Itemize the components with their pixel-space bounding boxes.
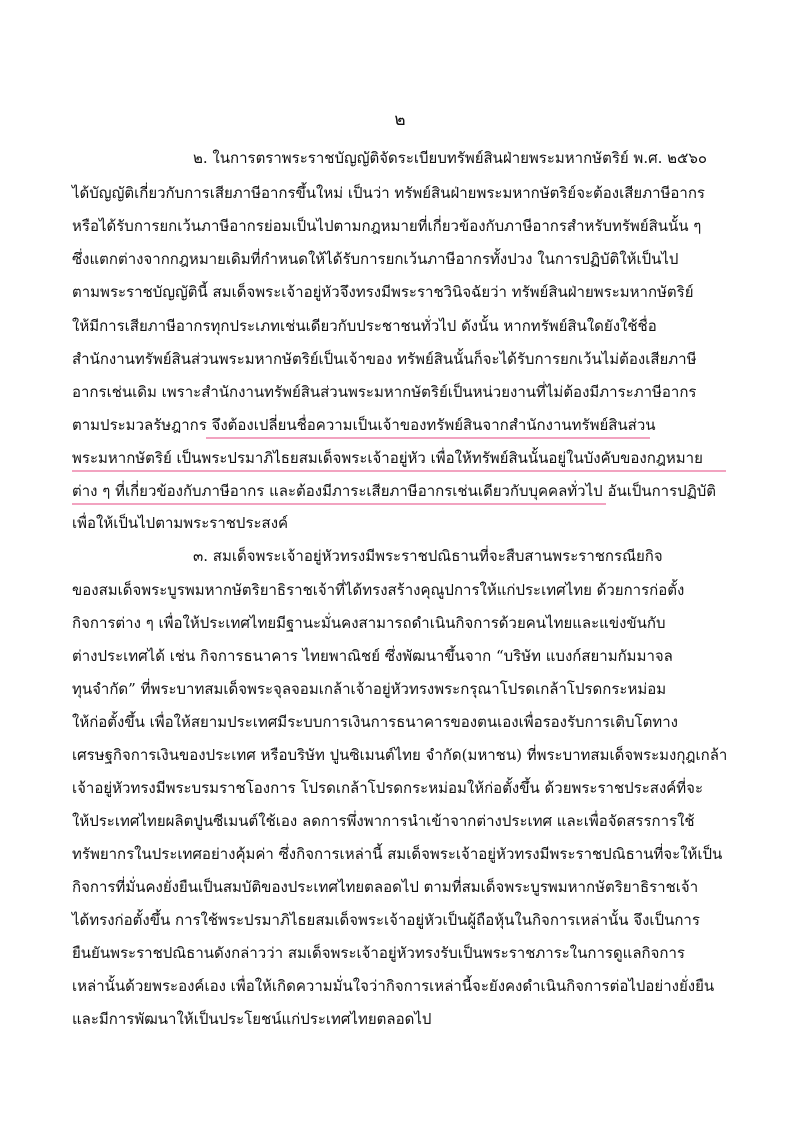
paragraph-2-line-5 bbox=[72, 282, 694, 304]
text-segment: ได้ทรงก่อตั้งขึ้น การใช้พระปรมาภิไธยสมเด็จพระเจ้าอยู่หัวเป็นผู้ถือหุ้นในกิจการเหล่านั้น จึงเป็นการ bbox=[72, 911, 700, 929]
highlighted-text-segment: จึงต้องเปลี่ยนชื่อความเป็นเจ้าของทรัพย์สินจากสำนักงานทรัพย์สินส่วน bbox=[211, 416, 656, 434]
paragraph-2-line-8 bbox=[72, 382, 696, 404]
page-number: ๒ bbox=[394, 110, 406, 130]
paragraph-3-line-10 bbox=[72, 844, 722, 866]
text-segment: ๓. สมเด็จพระเจ้าอยู่หัวทรงมีพระราชปณิธานที่จะสืบสานพระราชกรณียกิจ bbox=[193, 547, 663, 565]
text-segment: ให้ก่อตั้งขึ้น เพื่อให้สยามประเทศมีระบบการเงินการธนาคารของตนเองเพื่อรองรับการเติบโตทาง bbox=[72, 713, 678, 731]
text-segment: กิจการที่มั่นคงยั่งยืนเป็นสมบัติของประเทศไทยตลอดไป ตามที่สมเด็จพระบูรพมหากษัตริยาธิราชเจ้า bbox=[72, 878, 699, 896]
paragraph-3-line-8 bbox=[72, 778, 703, 800]
text-segment: ตามพระราชบัญญัตินี้ สมเด็จพระเจ้าอยู่หัวจึงทรงมีพระราชวินิจฉัยว่า ทรัพย์สินฝ่ายพระมหากษัตริย์ bbox=[72, 283, 694, 301]
paragraph-3-line-12 bbox=[72, 910, 700, 932]
text-segment: ๒. ในการตราพระราชบัญญัติจัดระเบียบทรัพย์สินฝ่ายพระมหากษัตริย์ พ.ศ. ๒๕๖๐ bbox=[193, 149, 708, 167]
paragraph-2-line-10 bbox=[72, 448, 703, 470]
paragraph-2-line-12 bbox=[72, 513, 288, 535]
text-segment: เพื่อให้เป็นไปตามพระราชประสงค์ bbox=[72, 514, 289, 532]
paragraph-3-line-11 bbox=[72, 877, 698, 899]
text-segment: ซึ่งแตกต่างจากกฎหมายเดิมที่กำหนดให้ได้รับการยกเว้นภาษีอากรทั้งปวง ในการปฏิบัติให้เป็นไป bbox=[72, 250, 679, 268]
paragraph-3-line-1 bbox=[193, 546, 663, 568]
text-segment: ต่างประเทศได้ เช่น กิจการธนาคาร ไทยพาณิชย์ ซึ่งพัฒนาขึ้นจาก “บริษัท แบงก์สยามกัมมาจล bbox=[72, 647, 673, 665]
paragraph-2-line-2 bbox=[72, 183, 705, 205]
text-segment: ทรัพยากรในประเทศอย่างคุ้มค่า ซึ่งกิจการเหล่านี้ สมเด็จพระเจ้าอยู่หัวทรงมีพระราชปณิธานที่จะให้เป็น bbox=[72, 845, 723, 863]
paragraph-3-line-3 bbox=[72, 613, 666, 635]
paragraph-2-line-11 bbox=[72, 481, 716, 503]
text-segment: ยืนยันพระราชปณิธานดังกล่าวว่า สมเด็จพระเจ้าอยู่หัวทรงรับเป็นพระราชภาระในการดูแลกิจการ bbox=[72, 944, 685, 962]
highlight-underline bbox=[206, 437, 650, 439]
text-segment: และมีการพัฒนาให้เป็นประโยชน์แก่ประเทศไทยตลอดไป bbox=[72, 1010, 432, 1028]
paragraph-2-line-9 bbox=[72, 415, 656, 437]
text-segment: เศรษฐกิจการเงินของประเทศ หรือบริษัท ปูนซิเมนต์ไทย จำกัด(มหาชน) ที่พระบาทสมเด็จพระมงกุฎเกล้า bbox=[72, 746, 728, 764]
paragraph-3-line-7 bbox=[72, 745, 727, 767]
paragraph-3-line-9 bbox=[72, 811, 695, 833]
text-segment: ให้ประเทศไทยผลิตปูนซีเมนต์ใช้เอง ลดการพึ่งพาการนำเข้าจากต่างประเทศ และเพื่อจัดสรรการใช้ bbox=[72, 812, 695, 830]
paragraph-3-line-4 bbox=[72, 646, 673, 668]
paragraph-2-line-7 bbox=[72, 349, 696, 371]
highlighted-text-segment: ต่าง ๆ ที่เกี่ยวข้องกับภาษีอากร และต้องมีภาระเสียภาษีอากรเช่นเดียวกับบุคคลทั่วไป bbox=[72, 482, 603, 500]
text-segment: ทุนจำกัด” ที่พระบาทสมเด็จพระจุลจอมเกล้าเจ้าอยู่หัวทรงพระกรุณาโปรดเกล้าโปรดกระหม่อม bbox=[72, 680, 667, 698]
paragraph-3-line-13 bbox=[72, 943, 685, 965]
text-segment: ของสมเด็จพระบูรพมหากษัตริยาธิราชเจ้าที่ได้ทรงสร้างคุณูปการให้แก่ประเทศไทย ด้วยการก่อตั้ง bbox=[72, 581, 685, 599]
paragraph-3-line-14 bbox=[72, 976, 714, 998]
paragraph-2-line-1 bbox=[193, 148, 707, 170]
text-segment: หรือได้รับการยกเว้นภาษีอากรย่อมเป็นไปตามกฎหมายที่เกี่ยวข้องกับภาษีอากรสำหรับทรัพย์สินนั้น ๆ bbox=[72, 217, 702, 235]
paragraph-3-line-15 bbox=[72, 1009, 431, 1031]
paragraph-3-line-6 bbox=[72, 712, 678, 734]
text-segment: อากรเช่นเดิม เพราะสำนักงานทรัพย์สินส่วนพระมหากษัตริย์เป็นหน่วยงานที่ไม่ต้องมีภาระภาษีอากร bbox=[72, 383, 697, 401]
highlight-underline bbox=[72, 503, 606, 505]
paragraph-2-line-4 bbox=[72, 249, 678, 271]
text-segment: อันเป็นการปฏิบัติ bbox=[602, 482, 717, 500]
highlighted-text-segment: พระมหากษัตริย์ เป็นพระปรมาภิไธยสมเด็จพระเจ้าอยู่หัว เพื่อให้ทรัพย์สินนั้นอยู่ในบังคับของกฎหมาย bbox=[72, 449, 703, 467]
paragraph-2-line-3 bbox=[72, 216, 701, 238]
text-segment: ได้บัญญัติเกี่ยวกับการเสียภาษีอากรขึ้นใหม่ เป็นว่า ทรัพย์สินฝ่ายพระมหากษัตริย์จะต้องเสียภาษีอากร bbox=[72, 184, 705, 202]
text-segment: เหล่านั้นด้วยพระองค์เอง เพื่อให้เกิดความมั่นใจว่ากิจการเหล่านี้จะยังคงดำเนินกิจการต่อไปอย่างยั่งยืน bbox=[72, 977, 715, 995]
paragraph-2-line-6 bbox=[72, 316, 657, 338]
text-segment: สำนักงานทรัพย์สินส่วนพระมหากษัตริย์เป็นเจ้าของ ทรัพย์สินนั้นก็จะได้รับการยกเว้นไม่ต้องเสียภาษี bbox=[72, 350, 697, 368]
paragraph-3-line-5 bbox=[72, 679, 666, 701]
highlight-underline bbox=[72, 470, 726, 472]
paragraph-3-line-2 bbox=[72, 580, 684, 602]
text-segment: กิจการต่าง ๆ เพื่อให้ประเทศไทยมีฐานะมั่นคงสามารถดำเนินกิจการด้วยคนไทยและแข่งขันกับ bbox=[72, 614, 666, 632]
text-segment: เจ้าอยู่หัวทรงมีพระบรมราชโองการ โปรดเกล้าโปรดกระหม่อมให้ก่อตั้งขึ้น ด้วยพระราชประสงค์ที่จะ bbox=[72, 779, 704, 797]
text-segment: ตามประมวลรัษฎากร bbox=[72, 416, 212, 434]
text-segment: ให้มีการเสียภาษีอากรทุกประเภทเช่นเดียวกับประชาชนทั่วไป ดังนั้น หากทรัพย์สินใดยังใช้ชื่อ bbox=[72, 317, 657, 335]
